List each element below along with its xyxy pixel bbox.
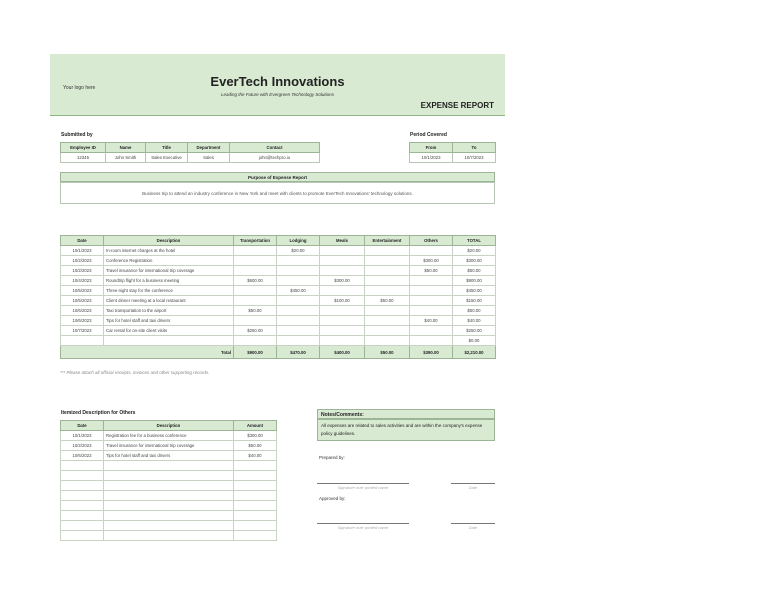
itemized-rows: [61, 431, 277, 541]
expense-cell: [410, 246, 453, 256]
expense-cell: [320, 316, 365, 326]
itemized-cell: [61, 511, 104, 521]
expense-cell: 10/4/2023: [61, 276, 104, 286]
expense-cell: $300.00: [453, 256, 496, 266]
itemized-cell: [104, 481, 234, 491]
col-header: Description: [104, 236, 234, 246]
itemized-cell: [61, 491, 104, 501]
expense-cell: [277, 256, 320, 266]
expense-cell: $20.00: [277, 246, 320, 256]
total-transportation: $900.00: [234, 346, 277, 359]
expense-cell: [410, 336, 453, 346]
expense-cell: [234, 256, 277, 266]
expense-cell: $900.00: [453, 276, 496, 286]
report-title: EXPENSE REPORT: [420, 101, 494, 110]
expense-table: [60, 235, 496, 359]
expense-cell: $20.00: [453, 246, 496, 256]
expense-cell: $50.00: [453, 306, 496, 316]
itemized-cell: [61, 501, 104, 511]
expense-cell: [277, 266, 320, 276]
prepared-by-label: Prepared by:: [319, 455, 345, 460]
expense-row: [61, 286, 496, 296]
company-name: EverTech Innovations: [210, 74, 345, 89]
expense-cell: $150.00: [453, 296, 496, 306]
expense-cell: $600.00: [234, 276, 277, 286]
expense-cell: $50.00: [365, 296, 410, 306]
expense-cell: 10/6/2023: [61, 306, 104, 316]
expense-cell: $50.00: [453, 266, 496, 276]
expense-row: [61, 296, 496, 306]
expense-cell: [365, 246, 410, 256]
expense-cell: [277, 306, 320, 316]
expense-cell: $0.00: [453, 336, 496, 346]
col-header: Transportation: [234, 236, 277, 246]
expense-cell: Conference Registration: [104, 256, 234, 266]
expense-cell: [234, 246, 277, 256]
expense-cell: In-room internet charges at the hotel: [104, 246, 234, 256]
expense-cell: [234, 286, 277, 296]
expense-row: [61, 256, 496, 266]
expense-row: [61, 336, 496, 346]
expense-cell: [320, 266, 365, 276]
notes-text: All expenses are related to sales activities and are within the company's expense policy guidelines.: [317, 419, 495, 441]
itemized-cell: Registration fee for a business conference: [104, 431, 234, 441]
prepared-date-caption: Date: [468, 485, 478, 490]
logo-placeholder: Your logo here: [63, 85, 96, 91]
expense-cell: Tips for hotel staff and taxi drivers: [104, 316, 234, 326]
expense-cell: $100.00: [320, 296, 365, 306]
col-header: Others: [410, 236, 453, 246]
expense-cell: [365, 286, 410, 296]
col-header: Meals: [320, 236, 365, 246]
expense-cell: [365, 326, 410, 336]
title-value: Sales Executive: [146, 153, 188, 163]
expense-row: [61, 316, 496, 326]
itemized-cell: 10/1/2023: [61, 431, 104, 441]
notes-heading: Notes/Comments:: [317, 409, 495, 419]
approved-date-caption: Date: [468, 525, 478, 530]
employee-id-value: 12345: [61, 153, 106, 163]
itemized-cell: [234, 521, 277, 531]
expense-cell: $300.00: [320, 276, 365, 286]
expense-cell: 10/5/2023: [61, 296, 104, 306]
expense-row: [61, 246, 496, 256]
itemized-row: [61, 451, 277, 461]
col-header: Employee ID: [61, 143, 106, 153]
expense-row: [61, 266, 496, 276]
itemized-row: [61, 431, 277, 441]
submitted-by-table: [60, 142, 320, 163]
col-header: Date: [61, 421, 104, 431]
prepared-signature-caption: Signature over printed name: [337, 485, 389, 490]
name-value: John Smith: [106, 153, 146, 163]
itemized-cell: [104, 471, 234, 481]
expense-cell: [365, 336, 410, 346]
itemized-cell: [104, 531, 234, 541]
expense-row: [61, 276, 496, 286]
attach-receipts-note: *** Please attach all official receipts, invoices and other supporting records.: [60, 370, 210, 375]
expense-row: [61, 326, 496, 336]
col-header: Lodging: [277, 236, 320, 246]
expense-cell: Three-night stay for the conference: [104, 286, 234, 296]
itemized-cell: [104, 461, 234, 471]
expense-cell: Roundtrip flight for a business meeting: [104, 276, 234, 286]
expense-cell: $50.00: [410, 266, 453, 276]
itemized-cell: [234, 481, 277, 491]
expense-cell: [365, 266, 410, 276]
expense-cell: [365, 276, 410, 286]
expense-cell: 10/5/2023: [61, 286, 104, 296]
itemized-cell: Tips for hotel staff and taxi drivers: [104, 451, 234, 461]
contact-value: john@techpro.io: [230, 153, 320, 163]
expense-cell: [365, 256, 410, 266]
col-header: Department: [188, 143, 230, 153]
itemized-cell: [234, 471, 277, 481]
itemized-cell: Travel insurance for international trip coverage: [104, 441, 234, 451]
expense-cell: Car rental for on-site client visits: [104, 326, 234, 336]
itemized-cell: [61, 531, 104, 541]
approved-date-line: [451, 523, 495, 524]
expense-rows: [61, 246, 496, 346]
expense-cell: [234, 336, 277, 346]
expense-cell: [410, 296, 453, 306]
itemized-row: [61, 521, 277, 531]
expense-cell: [320, 246, 365, 256]
expense-cell: $40.00: [453, 316, 496, 326]
itemized-cell: [104, 511, 234, 521]
expense-cell: Travel insurance for international trip coverage: [104, 266, 234, 276]
expense-cell: [410, 286, 453, 296]
itemized-cell: 10/2/2023: [61, 441, 104, 451]
itemized-cell: [61, 461, 104, 471]
itemized-row: [61, 461, 277, 471]
col-header: Contact: [230, 143, 320, 153]
expense-cell: [410, 276, 453, 286]
expense-cell: [277, 326, 320, 336]
itemized-row: [61, 501, 277, 511]
expense-cell: 10/2/2023: [61, 256, 104, 266]
submitted-by-label: Submitted by: [61, 132, 93, 138]
itemized-row: [61, 481, 277, 491]
itemized-cell: [104, 521, 234, 531]
itemized-cell: [234, 501, 277, 511]
total-entertainment: $50.00: [365, 346, 410, 359]
col-header: Title: [146, 143, 188, 153]
col-header: To: [453, 143, 496, 153]
expense-cell: [277, 316, 320, 326]
itemized-cell: [234, 531, 277, 541]
itemized-cell: [234, 461, 277, 471]
purpose-heading: Purpose of Expense Report: [60, 172, 495, 182]
itemized-row: [61, 441, 277, 451]
itemized-cell: [104, 491, 234, 501]
period-from-value: 10/1/2023: [410, 153, 453, 163]
expense-cell: [277, 336, 320, 346]
expense-cell: Taxi transportation to the airport: [104, 306, 234, 316]
expense-cell: $250.00: [453, 326, 496, 336]
col-header: Entertainment: [365, 236, 410, 246]
expense-cell: [410, 306, 453, 316]
total-lodging: $470.00: [277, 346, 320, 359]
expense-cell: [234, 266, 277, 276]
expense-cell: $450.00: [453, 286, 496, 296]
itemized-cell: [61, 471, 104, 481]
approved-signature-line: [317, 523, 409, 524]
total-others: $390.00: [410, 346, 453, 359]
expense-cell: 10/6/2023: [61, 316, 104, 326]
expense-cell: $40.00: [410, 316, 453, 326]
expense-cell: [277, 276, 320, 286]
expense-cell: [410, 326, 453, 336]
expense-cell: $250.00: [234, 326, 277, 336]
itemized-cell: [104, 501, 234, 511]
department-value: Sales: [188, 153, 230, 163]
expense-cell: [320, 326, 365, 336]
report-header: [50, 54, 505, 116]
itemized-table: [60, 420, 277, 541]
approved-signature-caption: Signature over printed name: [337, 525, 389, 530]
expense-cell: [104, 336, 234, 346]
expense-cell: [320, 336, 365, 346]
itemized-cell: 10/6/2023: [61, 451, 104, 461]
prepared-signature-line: [317, 483, 409, 484]
itemized-row: [61, 491, 277, 501]
expense-cell: [234, 316, 277, 326]
itemized-cell: [61, 481, 104, 491]
col-header: Name: [106, 143, 146, 153]
expense-cell: 10/1/2023: [61, 246, 104, 256]
period-covered-label: Period Covered: [410, 132, 447, 138]
total-meals: $400.00: [320, 346, 365, 359]
itemized-cell: $50.00: [234, 441, 277, 451]
expense-cell: [234, 296, 277, 306]
approved-by-label: Approved by:: [319, 496, 346, 501]
itemized-cell: [234, 511, 277, 521]
company-tagline: Leading the Future with Evergreen Technology Solutions: [221, 92, 334, 97]
expense-cell: [365, 316, 410, 326]
period-covered-table: [409, 142, 496, 163]
expense-cell: [320, 256, 365, 266]
purpose-text: Business trip to attend an industry conference in New York and meet with clients to promote EverTech Innovations' technology solutions.: [60, 182, 495, 204]
expense-cell: [320, 286, 365, 296]
expense-cell: Client dinner meeting at a local restaurant: [104, 296, 234, 306]
col-header: TOTAL: [453, 236, 496, 246]
expense-cell: $300.00: [410, 256, 453, 266]
expense-cell: [320, 306, 365, 316]
itemized-row: [61, 511, 277, 521]
col-header: Date: [61, 236, 104, 246]
itemized-cell: [61, 521, 104, 531]
expense-cell: [61, 336, 104, 346]
expense-cell: $450.00: [277, 286, 320, 296]
grand-total: $2,210.00: [453, 346, 496, 359]
itemized-label: Itemized Description for Others: [61, 410, 136, 416]
col-header: From: [410, 143, 453, 153]
itemized-cell: [234, 491, 277, 501]
itemized-cell: $300.00: [234, 431, 277, 441]
expense-cell: 10/7/2023: [61, 326, 104, 336]
total-label: Total: [61, 346, 234, 359]
itemized-row: [61, 531, 277, 541]
expense-cell: $50.00: [234, 306, 277, 316]
expense-row: [61, 306, 496, 316]
period-to-value: 10/7/2023: [453, 153, 496, 163]
expense-cell: [277, 296, 320, 306]
expense-cell: [365, 306, 410, 316]
col-header: Amount: [234, 421, 277, 431]
itemized-cell: $40.00: [234, 451, 277, 461]
itemized-row: [61, 471, 277, 481]
total-row: [61, 346, 496, 359]
expense-cell: 10/2/2023: [61, 266, 104, 276]
col-header: Description: [104, 421, 234, 431]
prepared-date-line: [451, 483, 495, 484]
